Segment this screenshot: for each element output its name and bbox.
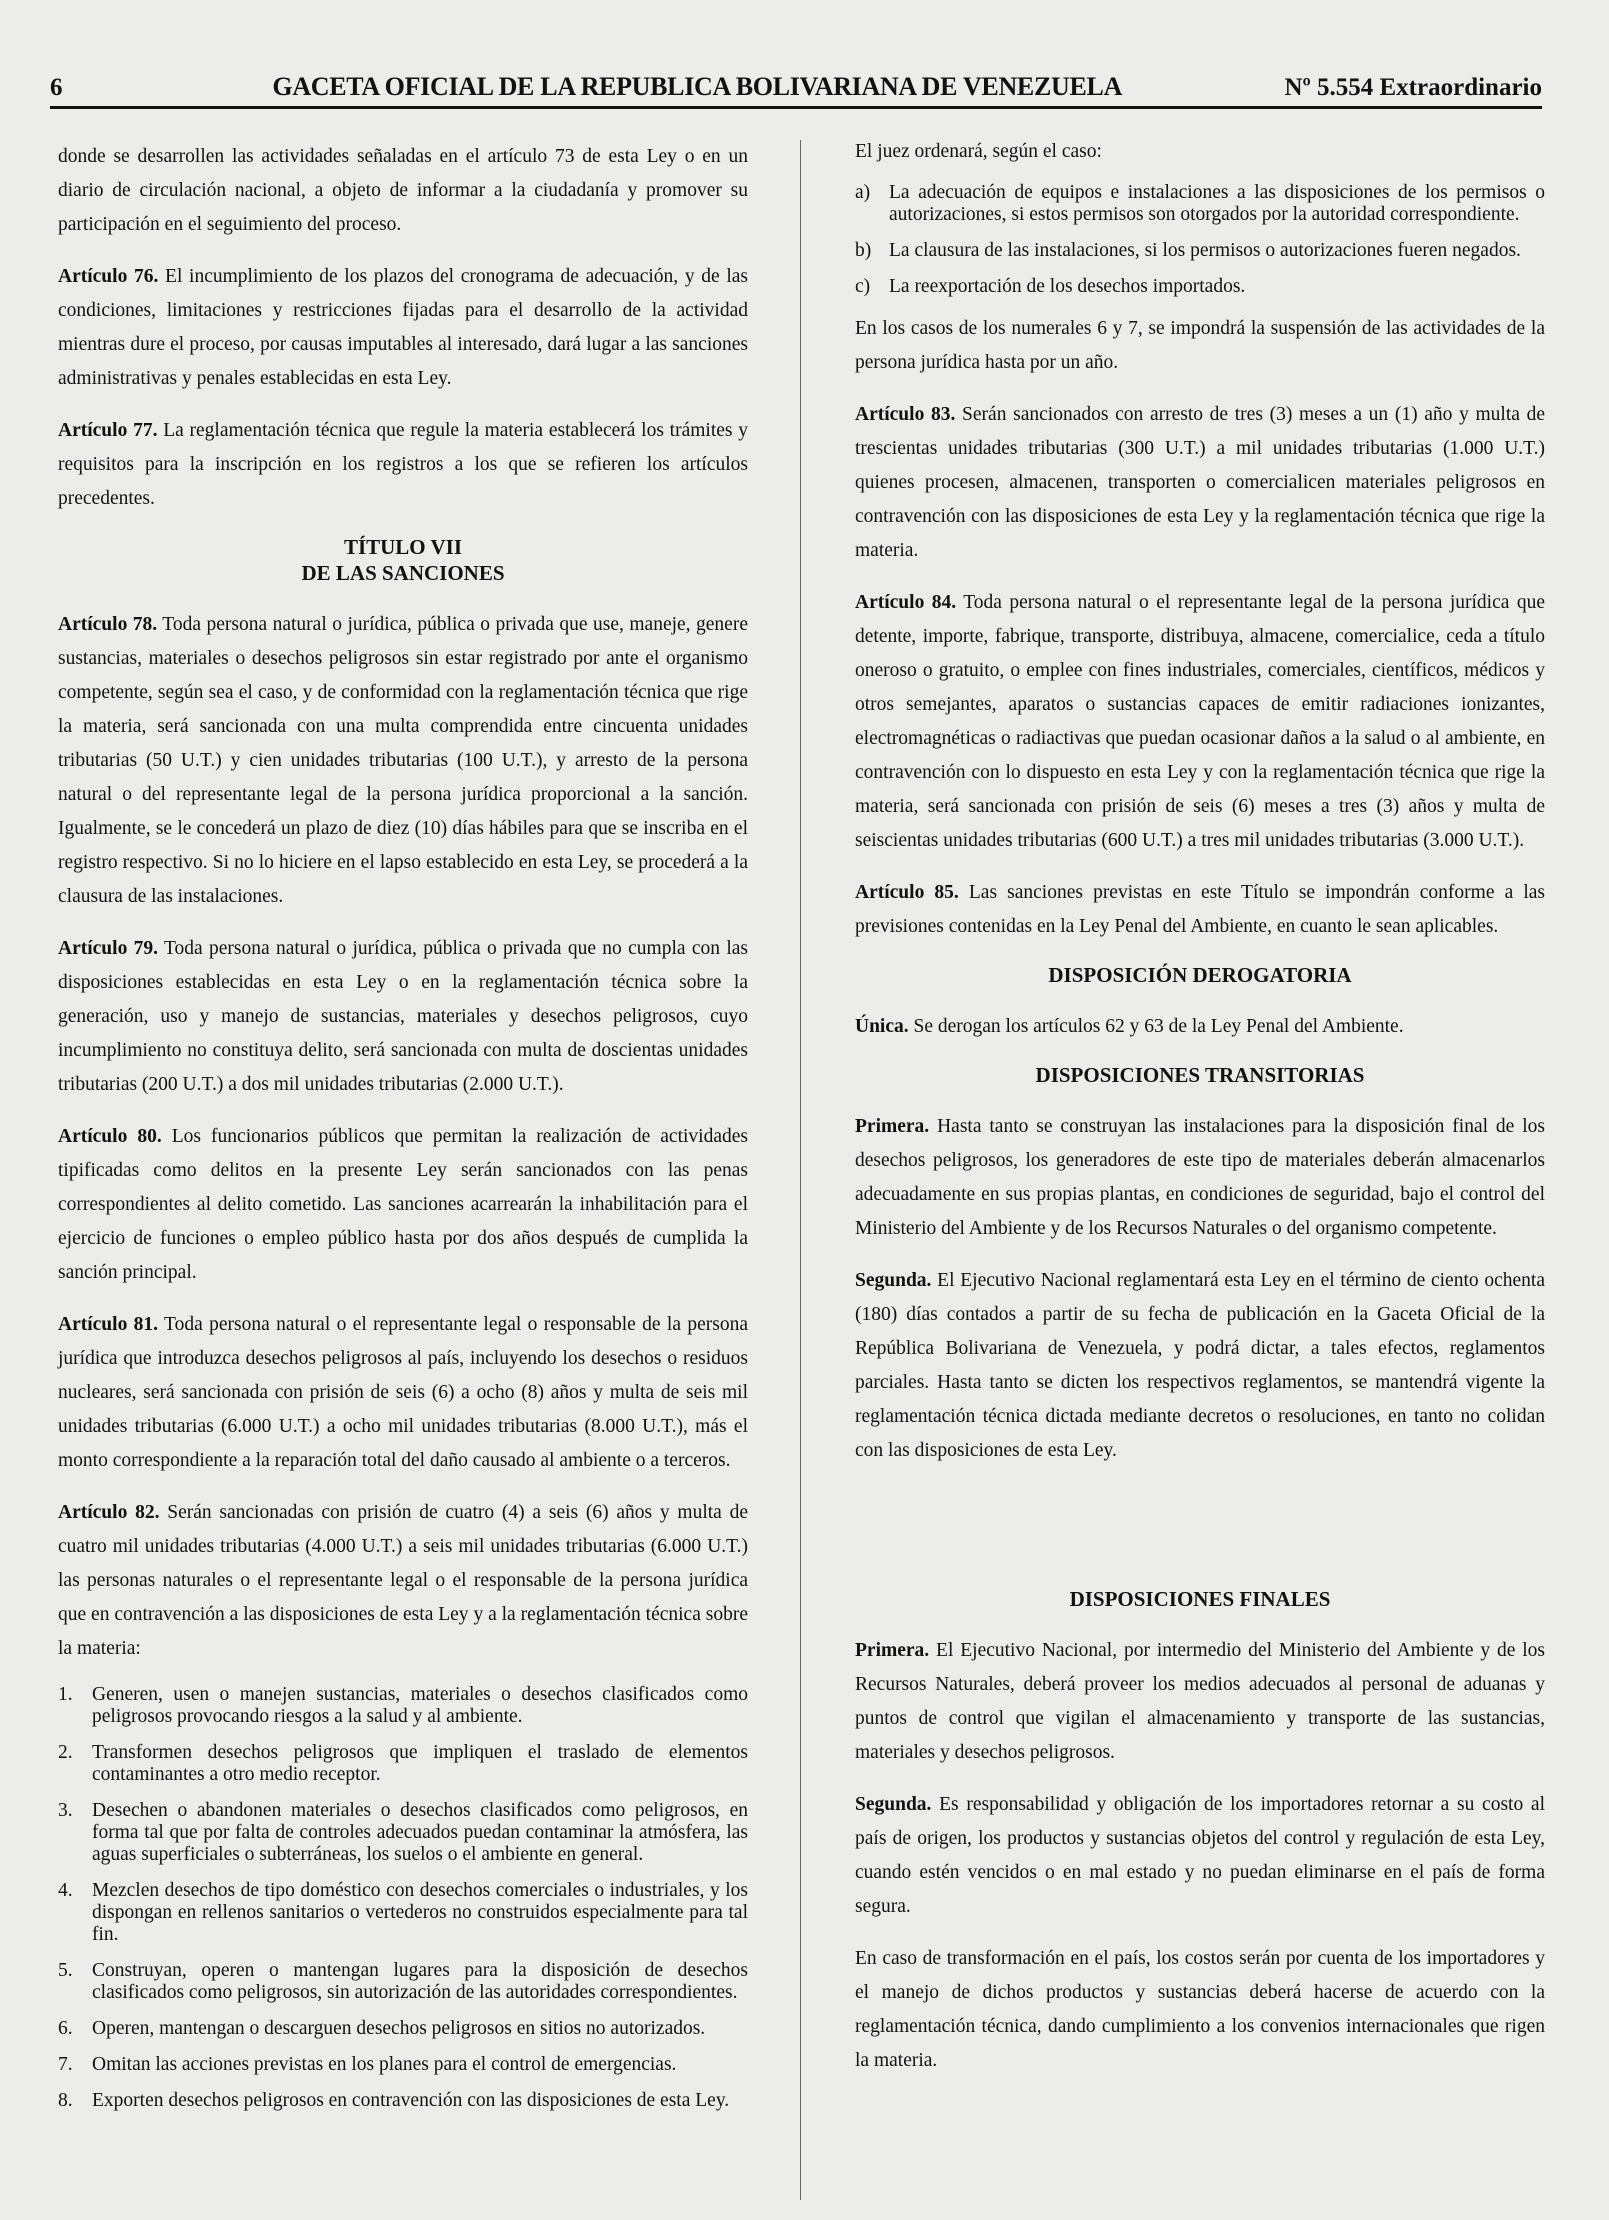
judge-intro: El juez ordenará, según el caso: xyxy=(855,141,1102,162)
final-third: En caso de transformación en el país, los costos serán por cuenta de los importadores y el manejo de dichos productos y sustancias deberá hacerse de acuerdo con la reglamentación técnica, dando cumplimiento a los convenios internacionales que rigen la materia. xyxy=(855,1948,1545,2071)
page-number: 6 xyxy=(50,74,63,101)
cases-paragraph: En los casos de los numerales 6 y 7, se impondrá la suspensión de las actividades de la persona jurídica hasta por un año. xyxy=(855,318,1545,373)
list-item: 1. Generen, usen o manejen sustancias, materiales o desechos clasificados como peligrosos provocando riesgos a la salud y al ambiente. xyxy=(58,1684,748,1727)
transitory-second: Segunda. El Ejecutivo Nacional reglamentará esta Ley en el término de ciento ochenta (180) días contados a partir de su fecha de publicación en la Gaceta Oficial de la República Bolivariana de Venezuela, y podrá dictar, a tales efectos, reglamentos parciales. Hasta tanto se dicten los respectivos reglamentos, se mantendrá vigente la reglamentación técnica dictada mediante decretos o resoluciones, en tanto no colidan con las disposiciones de esta Ley. xyxy=(855,1270,1545,1461)
list-item: 6. Operen, mantengan o descarguen desechos peligrosos en sitios no autorizados. xyxy=(58,2018,706,2039)
article-82-list xyxy=(58,1684,748,2112)
article-76: Artículo 76. El incumplimiento de los plazos del cronograma de adecuación, y de las condiciones, limitaciones y restricciones fijadas para el desarrollo de la actividad mientras dure el proceso, por causas imputables al interesado, dará lugar a las sanciones administrativas y penales establecidas en esta Ley. xyxy=(58,266,748,389)
list-item: 8. Exporten desechos peligrosos en contravención con las disposiciones de esta Ley. xyxy=(58,2090,730,2111)
final-second: Segunda. Es responsabilidad y obligación de los importadores retornar a su costo al país de origen, los productos y sustancias objetos del control y regulación de esta Ley, cuando estén vencidos o en mal estado y no puedan eliminarse en el país de forma segura. xyxy=(855,1794,1545,1917)
left-column xyxy=(58,140,748,2126)
article-83: Artículo 83. Serán sancionados con arresto de tres (3) meses a un (1) año y multa de trescientas unidades tributarias (300 U.T.) a mil unidades tributarias (1.000 U.T.) quienes procesen, almacenen, transporten o comercialicen materiales peligrosos en contravención con las disposiciones de esta Ley y la reglamentación técnica que rige la materia. xyxy=(855,404,1545,561)
title-vii-heading: TÍTULO VII DE LAS SANCIONES xyxy=(301,535,505,585)
continued-paragraph: donde se desarrollen las actividades señaladas en el artículo 73 de esta Ley o en un diario de circulación nacional, a objeto de informar a la ciudadanía y promover su participación en el seguimiento del proceso. xyxy=(58,146,748,235)
article-79: Artículo 79. Toda persona natural o jurídica, pública o privada que no cumpla con las disposiciones establecidas en esta Ley o en la reglamentación técnica sobre la generación, uso y manejo de sustancias, materiales y desechos peligrosos, cuyo incumplimiento no constituya delito, será sancionada con multa de doscientas unidades tributarias (200 U.T.) a dos mil unidades tributarias (2.000 U.T.). xyxy=(58,938,748,1095)
list-item: 3. Desechen o abandonen materiales o desechos clasificados como peligrosos, en forma tal que por falta de controles adecuados puedan contaminar la atmósfera, las aguas superficiales o subterráneas, los suelos o el ambiente en general. xyxy=(58,1800,748,1865)
list-item: c) La reexportación de los desechos importados. xyxy=(855,276,1246,297)
list-item: 2. Transformen desechos peligrosos que impliquen el traslado de elementos contaminantes a otro medio receptor. xyxy=(58,1742,748,1785)
list-item: b) La clausura de las instalaciones, si los permisos o autorizaciones fueren negados. xyxy=(855,240,1521,261)
article-84: Artículo 84. Toda persona natural o el representante legal de la persona jurídica que detente, importe, fabrique, transporte, distribuya, almacene, comercialice, ceda a título oneroso o gratuito, o emplee con fines industriales, comerciales, científicos, médicos y otros semejantes, aparatos o sustancias capaces de emitir radiaciones ionizantes, electromagnéticas o radiactivas que puedan ocasionar daños a la salud o al ambiente, en contravención con lo dispuesto en esta Ley y con la reglamentación técnica que rige la materia, será sancionada con prisión de seis (6) meses a tres (3) años y multa de seiscientas unidades tributarias (600 U.T.) a tres mil unidades tributarias (3.000 U.T.). xyxy=(855,592,1545,851)
list-item: 7. Omitan las acciones previstas en los planes para el control de emergencias. xyxy=(58,2054,677,2075)
article-82: Artículo 82. Serán sancionadas con prisión de cuatro (4) a seis (6) años y multa de cuatro mil unidades tributarias (4.000 U.T.) a seis mil unidades tributarias (6.000 U.T.) las personas naturales o el representante legal o el responsable de la persona jurídica que en contravención a las disposiciones de esta Ley y a la reglamentación técnica sobre la materia: xyxy=(58,1502,748,1659)
final-heading: DISPOSICIONES FINALES xyxy=(1069,1587,1331,1611)
gazette-title: GACETA OFICIAL DE LA REPUBLICA BOLIVARIANA DE VENEZUELA xyxy=(272,72,1123,101)
article-85: Artículo 85. Las sanciones previstas en este Título se impondrán conforme a las previsiones contenidas en la Ley Penal del Ambiente, en cuanto le sean aplicables. xyxy=(855,882,1545,937)
list-item: 5. Construyan, operen o mantengan lugares para la disposición de desechos clasificados como peligrosos, sin autorización de las autoridades correspondientes. xyxy=(58,1960,748,2003)
derogatory-heading: DISPOSICIÓN DEROGATORIA xyxy=(1048,963,1352,987)
transitory-heading: DISPOSICIONES TRANSITORIAS xyxy=(1035,1063,1365,1087)
article-78: Artículo 78. Toda persona natural o jurídica, pública o privada que use, maneje, genere sustancias, materiales o desechos peligrosos sin estar registrado por ante el organismo competente, según sea el caso, y de conformidad con la reglamentación técnica que rige la materia, será sancionada con una multa comprendida entre cincuenta unidades tributarias (50 U.T.) y cien unidades tributarias (100 U.T.), y arresto de la persona natural o del representante legal de la persona jurídica proporcional a la sanción. Igualmente, se le concederá un plazo de diez (10) días hábiles para que se inscriba en el registro respectivo. Si no lo hiciere en el lapso establecido en esta Ley, se procederá a la clausura de las instalaciones. xyxy=(58,614,748,907)
final-first: Primera. El Ejecutivo Nacional, por intermedio del Ministerio del Ambiente y de los Recursos Naturales, deberá proveer los medios adecuados al personal de aduanas y puntos de control que vigilan el almacenamiento y transporte de las sustancias, materiales y desechos peligrosos. xyxy=(855,1640,1545,1763)
column-divider xyxy=(800,140,801,2200)
article-81: Artículo 81. Toda persona natural o el representante legal o responsable de la persona jurídica que introduzca desechos peligrosos al país, incluyendo los desechos o residuos nucleares, será sancionada con prisión de seis (6) a ocho (8) años y multa de seis mil unidades tributarias (6.000 U.T.) a ocho mil unidades tributarias (8.000 U.T.), más el monto correspondiente a la reparación total del daño causado al ambiente o a terceros. xyxy=(58,1314,748,1471)
article-80: Artículo 80. Los funcionarios públicos que permitan la realización de actividades tipificadas como delitos en la presente Ley serán sancionados con las penas correspondientes al delito cometido. Las sanciones acarrearán la inhabilitación para el ejercicio de funciones o empleo público hasta por dos años después de cumplida la sanción principal. xyxy=(58,1126,748,1283)
list-item: 4. Mezclen desechos de tipo doméstico con desechos comerciales o industriales, y los dispongan en rellenos sanitarios o vertederos no construidos especialmente para tal fin. xyxy=(58,1880,748,1945)
article-77: Artículo 77. La reglamentación técnica que regule la materia establecerá los trámites y requisitos para la inscripción en los registros a los que se refieren los artículos precedentes. xyxy=(58,420,748,509)
page-header xyxy=(50,72,1542,109)
transitory-first: Primera. Hasta tanto se construyan las instalaciones para la disposición final de los desechos peligrosos, los generadores de este tipo de materiales deberán almacenarlos adecuadamente en sus propias plantas, en condiciones de seguridad, bajo el control del Ministerio del Ambiente y de los Recursos Naturales o del organismo competente. xyxy=(855,1116,1545,1239)
list-item: a) La adecuación de equipos e instalaciones a las disposiciones de los permisos o autorizaciones, si estos permisos son otorgados por la autoridad correspondiente. xyxy=(855,182,1545,225)
issue-number: Nº 5.554 Extraordinario xyxy=(1284,74,1542,101)
unica-provision: Única. Se derogan los artículos 62 y 63 de la Ley Penal del Ambiente. xyxy=(855,1016,1404,1037)
section-spacer xyxy=(855,1486,1545,1576)
right-column xyxy=(855,140,1545,2096)
judge-orders-list xyxy=(855,182,1545,298)
